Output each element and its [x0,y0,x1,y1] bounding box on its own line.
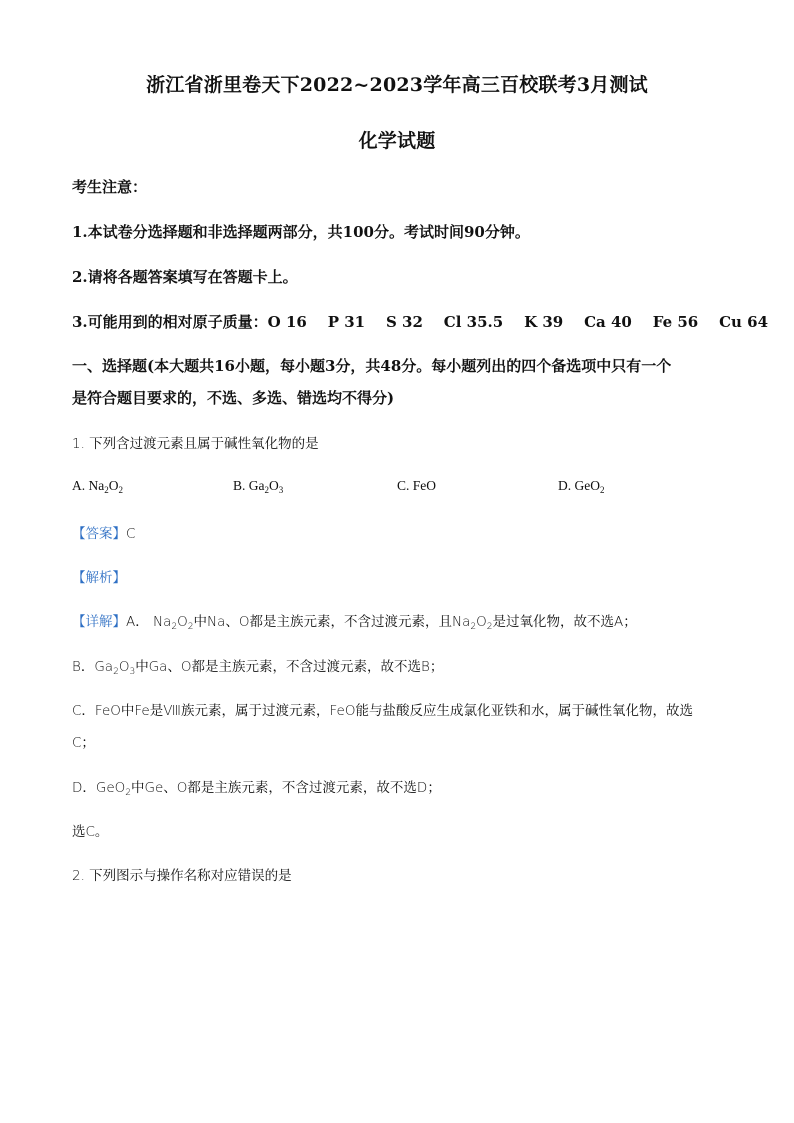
detail-c-line-2: C； [72,735,95,751]
notice-item-2: 2.请将各题答案填写在答题卡上。 [72,268,298,286]
section-heading-line-1: 一、选择题(本大题共16小题，每小题3分，共48分。每小题列出的四个备选项中只有一个 [72,357,672,375]
detail-tag: 【详解】 [72,614,126,630]
conclusion: 选C。 [72,824,109,840]
detail-d: D．GeO$_2$中Ge、O都是主族元素，不含过渡元素，故不选D； [72,780,441,798]
section-heading-line-2: 是符合题目要求的，不选、多选、错选均不得分) [72,389,395,407]
exam-subject: 化学试题 [358,130,436,152]
detail-b: B．$Ga_2O_3$中Ga、O都是主族元素，不含过渡元素，故不选B； [72,659,444,677]
answer-value: C [126,526,136,542]
answer-tag: 【答案】 [72,526,126,542]
option-a: A. $Na_2O_2$ [72,478,123,495]
detail-a: 【详解】A． $Na_2O_2$中Na、O都是主族元素，不含过渡元素，且$Na_2O_2$是过氧化物，故不选A； [72,614,637,632]
notice-item-1: 1.本试卷分选择题和非选择题两部分，共100分。考试时间90分钟。 [72,223,530,241]
detail-c-line-1: C．FeO中Fe是Ⅷ族元素，属于过渡元素，FeO能与盐酸反应生成氯化亚铁和水，属于碱性氧化物，故选 [72,703,693,719]
question-2-stem: 2. 下列图示与操作名称对应错误的是 [72,868,292,884]
exam-title: 浙江省浙里卷天下2022~2023学年高三百校联考3月测试 [146,74,648,96]
question-1-stem: 1. 下列含过渡元素且属于碱性氧化物的是 [72,436,319,452]
option-d: D. GeO$_2$ [558,478,605,495]
notice-heading: 考生注意： [72,178,148,196]
answer-line [72,522,135,542]
analysis-tag: 【解析】 [72,570,126,586]
option-c: C. FeO [397,478,437,493]
option-b: B. $Ga_2O_3$ [233,478,284,495]
notice-item-3: 3.可能用到的相对原子质量：O 16 P 31 S 32 Cl 35.5 K 39 Ca 40 Fe 56 Cu 64 [72,313,769,331]
